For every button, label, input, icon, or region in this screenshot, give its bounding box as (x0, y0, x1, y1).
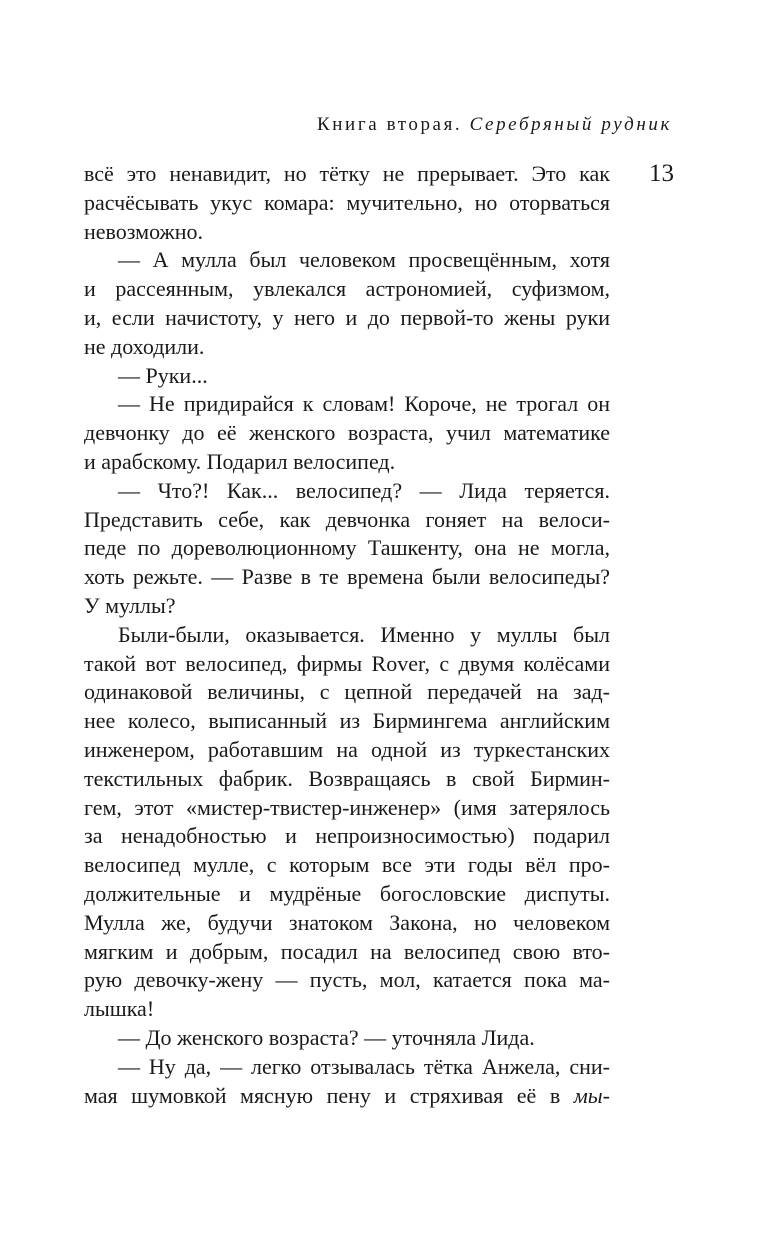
text-line (84, 851, 610, 880)
text-line-content: расчёсывать укус комара: мучительно, но оторваться (84, 189, 610, 215)
text-line (84, 650, 610, 679)
page-number: 13 (649, 160, 674, 187)
text-line-content: — Что?! Как... велосипед? — Лида теряется. (118, 477, 610, 503)
text-line-content: лышка! (84, 996, 155, 1022)
text-line (84, 592, 610, 621)
text-line (84, 736, 610, 765)
text-line-content: хоть режьте. — Разве в те времена были велосипеды? (84, 564, 610, 590)
text-line-content: педе по дореволюционному Ташкенту, она не могла, (84, 535, 610, 561)
text-line (84, 362, 610, 391)
text-line-italic: мы- (573, 1082, 610, 1108)
text-line (84, 218, 610, 247)
text-line-content: рую девочку-жену — пусть, мол, катается пока ма- (84, 967, 610, 993)
text-line (84, 448, 610, 477)
text-line (84, 707, 610, 736)
text-line-content: всё это ненавидит, но тётку не прерывает. Это как (84, 161, 610, 186)
text-line (84, 794, 610, 823)
text-line-content: нее колесо, выписанный из Бирмингема английским (84, 708, 610, 734)
text-line (84, 765, 610, 794)
running-head-book: Книга вторая. (317, 114, 463, 135)
running-head-title: Серебряный рудник (469, 114, 672, 135)
text-line-content: одинаковой величины, с цепной передачей на зад- (84, 679, 610, 705)
text-line (84, 995, 610, 1024)
text-line-content: должительные и мудрёные богословские диспуты. (84, 880, 610, 906)
text-line (84, 506, 610, 535)
body-text (84, 160, 610, 1110)
text-line-content: мягким и добрым, посадил на велосипед свою вто- (84, 938, 610, 964)
text-line (84, 563, 610, 592)
text-line-content: — Не придирайся к словам! Короче, не трогал он (118, 391, 610, 417)
text-line (84, 822, 610, 851)
text-line (84, 966, 610, 995)
text-line (84, 477, 610, 506)
text-line (84, 909, 610, 938)
text-line-content: — Руки... (118, 362, 208, 388)
text-line-content: текстильных фабрик. Возвращаясь в свой Бирмин- (84, 765, 610, 791)
text-line (84, 160, 610, 189)
text-line-content: — До женского возраста? — уточняла Лида. (118, 1024, 535, 1050)
text-line-content: такой вот велосипед, фирмы Rover, с двумя колёсами (84, 650, 610, 676)
text-line (84, 189, 610, 218)
text-line (84, 1053, 610, 1082)
text-line-content: гем, этот «мистер-твистер-инженер» (имя затерялось (84, 794, 610, 820)
text-line (84, 534, 610, 563)
text-line (84, 621, 610, 650)
text-line-content: Были-были, оказывается. Именно у муллы был (118, 621, 610, 647)
text-line (84, 1024, 610, 1053)
text-line-content: не доходили. (84, 333, 205, 359)
text-line (84, 678, 610, 707)
text-line (84, 333, 610, 362)
text-line-content: и, если начистоту, у него и до первой-то жены руки (84, 304, 610, 330)
text-line-content: мая шумовкой мясную пену и стряхивая её в (84, 1082, 561, 1108)
text-line (84, 880, 610, 909)
text-line (84, 275, 610, 304)
text-line-content: — Ну да, — легко отзывалась тётка Анжела, сни- (118, 1053, 610, 1079)
text-line-content: и рассеянным, увлекался астрономией, суфизмом, (84, 276, 610, 302)
text-line-content: девчонку до её женского возраста, учил математике (84, 420, 610, 446)
text-line (84, 938, 610, 967)
text-line-content: Представить себе, как девчонка гоняет на велоси- (84, 506, 610, 532)
text-line-content: за ненадобностью и непроизносимостью) подарил (84, 823, 610, 849)
text-line-content: и арабскому. Подарил велосипед. (84, 448, 396, 474)
text-line (84, 390, 610, 419)
text-line (84, 246, 610, 275)
text-line-content: — А мулла был человеком просвещённым, хотя (118, 247, 610, 273)
text-line-content: инженером, работавшим на одной из туркестанских (84, 736, 610, 762)
text-line-content: У муллы? (84, 592, 176, 618)
text-line-content: Мулла же, будучи знатоком Закона, но человеком (84, 909, 610, 935)
text-line (84, 419, 610, 448)
text-line-content: невозможно. (84, 218, 204, 244)
text-line (84, 1082, 610, 1111)
text-line-content: велосипед мулле, с которым все эти годы вёл про- (84, 852, 610, 878)
running-head (317, 114, 672, 136)
text-line (84, 304, 610, 333)
